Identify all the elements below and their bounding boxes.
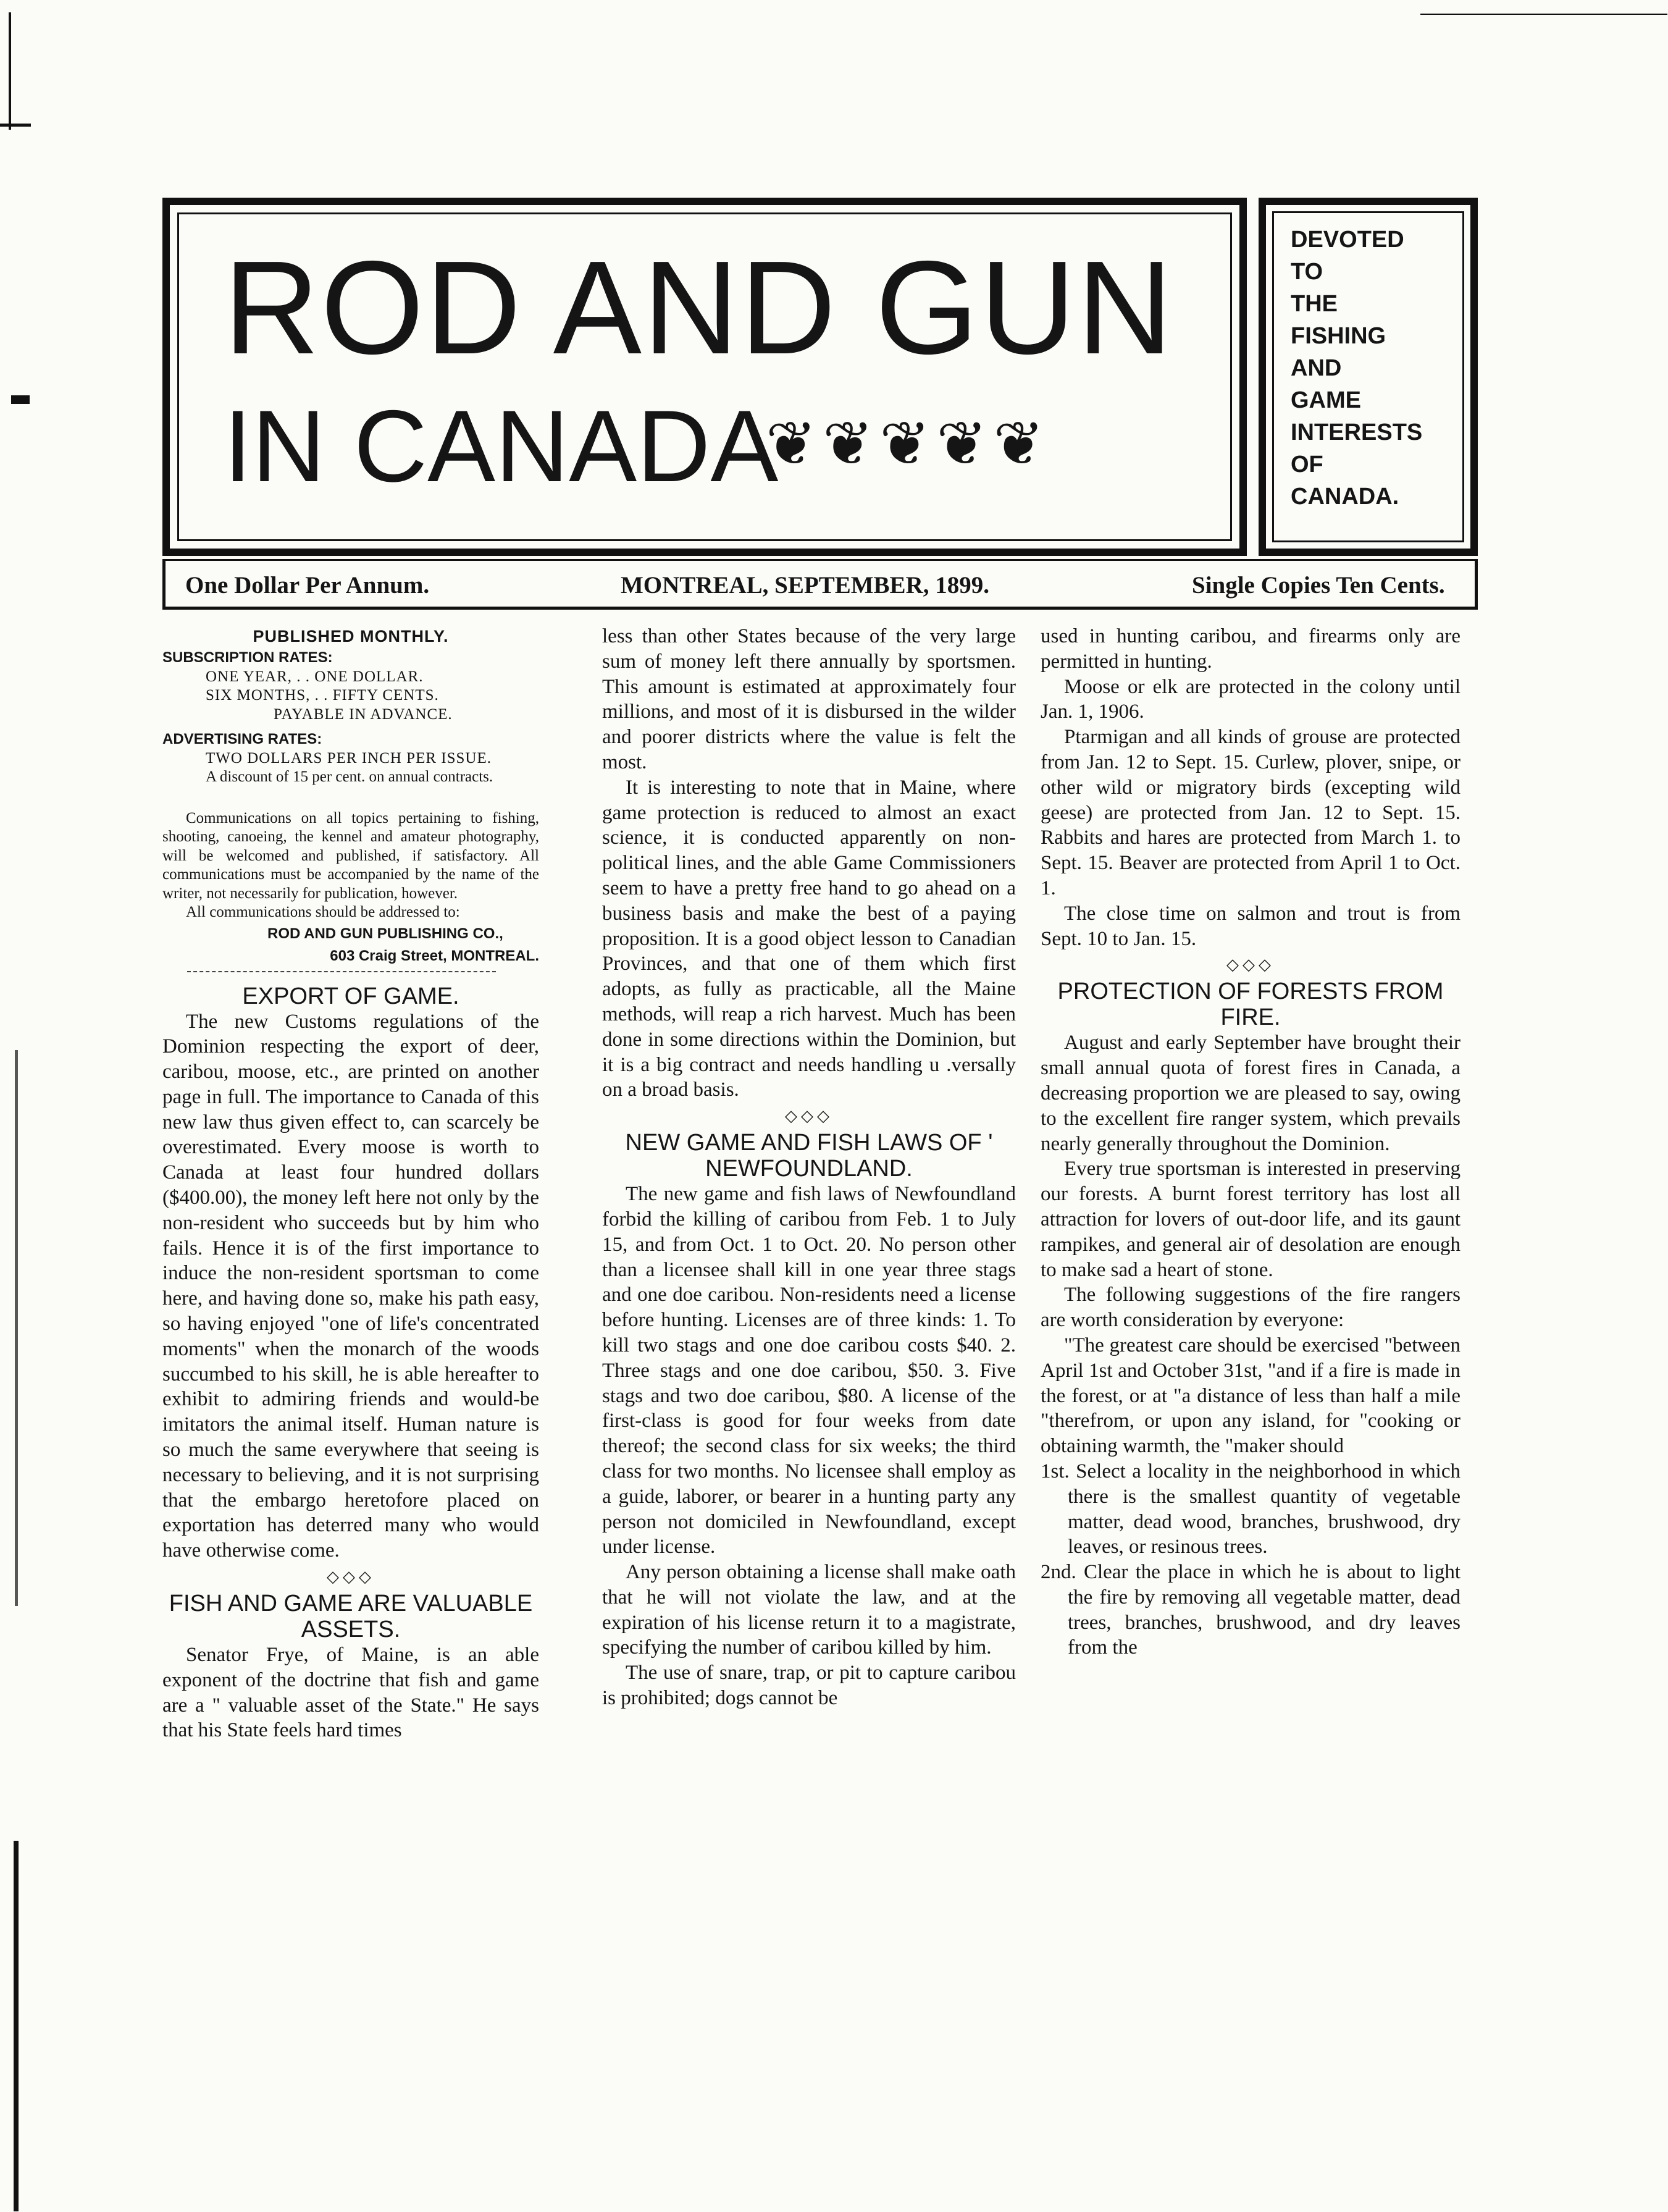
devoted-line: GAME xyxy=(1291,387,1361,413)
subscription-rates-heading: SUBSCRIPTION RATES: xyxy=(162,649,333,666)
publisher-address: 603 Craig Street, MONTREAL. xyxy=(330,948,539,964)
devoted-line: INTERESTS xyxy=(1291,419,1423,445)
article-heading: PROTECTION OF FORESTS FROM FIRE. xyxy=(1057,978,1444,1031)
article-body: less than other States because of the very large sum of money left there annually by sportsmen. This amount is estimated at approximately four millions, and most of it is disbursed in the wilder and poorer districts where the value is felt the most. xyxy=(602,625,1016,773)
scan-mark xyxy=(0,124,31,127)
single-copy-price: Single Copies Ten Cents. xyxy=(1192,572,1445,599)
article-body: The close time on salmon and trout is from Sept. 10 to Jan. 15. xyxy=(1041,902,1461,950)
subscription-rate-line: SIX MONTHS, . . FIFTY CENTS. xyxy=(206,687,439,704)
article-body: It is interesting to note that in Maine, where game protection is reduced to almost an exact science, it is conducted apparently on non-political lines, and the able Game Commissioners seem to have a pretty free hand to go ahead on a business basis and make the best of a paying proposition. It is a good object lesson to Canadian Provinces, and that one of them which first adopts, as fully as practicable, all the Maine methods, will reap a rich harvest. Much has been done in some directions within the Dominion, but it is a big contract and needs handling u .versally on a broad basis. xyxy=(602,776,1016,1101)
article-body: Any person obtaining a license shall make oath that he will not violate the law, and at the expiration of his license return it to a magistrate, specifying the number of caribou killed by him. xyxy=(602,1561,1016,1659)
divider xyxy=(187,971,496,972)
devoted-line: CANADA. xyxy=(1291,484,1399,510)
article-heading: EXPORT OF GAME. xyxy=(242,983,459,1009)
column-1 xyxy=(162,624,539,1743)
instruction-item: 2nd. Clear the place in which he is about to light the fire by removing all vegetable matter, dead trees, branches, brushwood, and dry leaves from the xyxy=(1041,1561,1461,1659)
advertising-discount: A discount of 15 per cent. on annual contracts. xyxy=(206,768,493,785)
masthead-title-line2: IN CANADA xyxy=(224,389,779,503)
diamond-ornament-icon: ◇◇◇ xyxy=(1226,956,1275,975)
scan-mark xyxy=(9,12,11,130)
column-2 xyxy=(602,624,1016,1711)
subscription-rate-line: PAYABLE IN ADVANCE. xyxy=(274,705,453,723)
article-body: The use of snare, trap, or pit to capture caribou is prohibited; dogs cannot be xyxy=(602,1662,1016,1710)
subscription-price: One Dollar Per Annum. xyxy=(185,572,430,599)
article-body: The following suggestions of the fire rangers are worth consideration by everyone: xyxy=(1041,1284,1461,1332)
article-body: The new game and fish laws of Newfoundland forbid the killing of caribou from Feb. 1 to July 15, and from Oct. 1 to Oct. 20. No person other than a licensee shall kill in one year three stags and one doe caribou. Non-residents need a license before hunting. Licenses are of three kinds: 1. To kill two stags and one doe caribou costs $40. 2. Three stags and one doe caribou, $50. 3. Five stags and two doe caribou, $80. A license of the first-class is good for four weeks from date thereof; the second class for six weeks; the third class for two months. No licensee shall employ as a guide, laborer, or bearer in a hunting party any person not domiciled in Newfoundland, except under license. xyxy=(602,1183,1016,1558)
communications-note: Communications on all topics pertaining to fishing, shooting, canoeing, the kennel and amateur photography, will be welcomed and published, if satisfactory. All communications must be accompanied by the name of the writer, not necessarily for publication, however. xyxy=(162,809,539,902)
advertising-rates-heading: ADVERTISING RATES: xyxy=(162,731,322,747)
communications-address-note: All communications should be addressed to: xyxy=(186,904,460,920)
scan-mark xyxy=(15,1050,18,1606)
article-body: Moose or elk are protected in the colony until Jan. 1, 1906. xyxy=(1041,675,1461,723)
leaf-ornament-icon: ❦❦❦❦❦ xyxy=(766,409,1050,479)
masthead-title-line1: ROD AND GUN xyxy=(224,233,1175,382)
scan-mark xyxy=(1420,14,1667,15)
subscription-rate-line: ONE YEAR, . . ONE DOLLAR. xyxy=(206,668,424,685)
devoted-line: TO xyxy=(1291,259,1323,285)
publisher-name: ROD AND GUN PUBLISHING CO., xyxy=(267,925,503,942)
published-monthly: PUBLISHED MONTHLY. xyxy=(253,627,449,646)
article-heading: FISH AND GAME ARE VALUABLE ASSETS. xyxy=(169,1591,533,1643)
article-body: Every true sportsman is interested in preserving our forests. A burnt forest territory has lost all attraction for lovers of out-door life, and its gaunt rampikes, and general air of desolation are enough to make sad a heart of stone. xyxy=(1041,1158,1461,1281)
article-heading: NEW GAME AND FISH LAWS OF ' NEWFOUNDLAND. xyxy=(625,1130,993,1182)
article-body: Senator Frye, of Maine, is an able exponent of the doctrine that fish and game are a " valuable asset of the State." He says that his State feels hard times xyxy=(162,1644,539,1742)
advertising-rate-line: TWO DOLLARS PER INCH PER ISSUE. xyxy=(206,749,492,767)
quoted-instructions: "The greatest care should be exercised "between April 1st and October 31st, "and if a fire is made in the forest, or at "a distance of less than half a mile "therefrom, or upon any island, for "cooking or obtaining warmth, the "maker should xyxy=(1041,1334,1461,1458)
article-body: Ptarmigan and all kinds of grouse are protected from Jan. 12 to Sept. 15. Curlew, plover, snipe, or other wild or migratory birds (excepting wild geese) are protected from Jan. 12 to Sept. 15. Rabbits and hares are protected from March 1. to Sept. 15. Beaver are protected from April 1 to Oct. 1. xyxy=(1041,726,1461,899)
devoted-line: AND xyxy=(1291,355,1342,381)
devoted-line: FISHING xyxy=(1291,323,1386,349)
instruction-item: 1st. Select a locality in the neighborhood in which there is the smallest quantity of vegetable matter, dead wood, branches, brushwood, dry leaves, or resinous trees. xyxy=(1041,1460,1461,1558)
article-body: used in hunting caribou, and firearms only are permitted in hunting. xyxy=(1041,625,1461,673)
diamond-ornament-icon: ◇◇◇ xyxy=(785,1107,833,1126)
devoted-line: DEVOTED xyxy=(1291,227,1404,253)
article-body: August and early September have brought their small annual quota of forest fires in Canada, a decreasing proportion we are pleased to say, owing to the excellent fire ranger system, which prevails nearly generally throughout the Dominion. xyxy=(1041,1032,1461,1155)
diamond-ornament-icon: ◇◇◇ xyxy=(327,1568,375,1587)
devoted-line: OF xyxy=(1291,452,1323,477)
issue-date: MONTREAL, SEPTEMBER, 1899. xyxy=(621,572,989,599)
scan-mark xyxy=(14,1841,19,2211)
column-3 xyxy=(1041,624,1461,1660)
article-body: The new Customs regulations of the Dominion respecting the export of deer, caribou, moose, etc., are printed on another page in full. The importance to Canada of this new law thus given effect to, can scarcely be overestimated. Every moose is worth to Canada at least four hundred dollars ($400.00), the money left here not only by the non-resident who succeeds but by him who fails. Hence it is of the first importance to induce the non-resident sportsman to come here, and having done so, make his path easy, so having enjoyed "one of life's concentrated moments" when the monarch of the woods succumbed to his skill, he is able hereafter to exhibit to admiring friends and would-be imitators the animal itself. Human nature is so much the same everywhere that seeing is necessary to believing, and it is not surprising that the embargo heretofore placed on exportation has deterred many who would have otherwise come. xyxy=(162,1010,539,1562)
devoted-line: THE xyxy=(1291,291,1338,317)
scan-mark xyxy=(11,395,30,404)
